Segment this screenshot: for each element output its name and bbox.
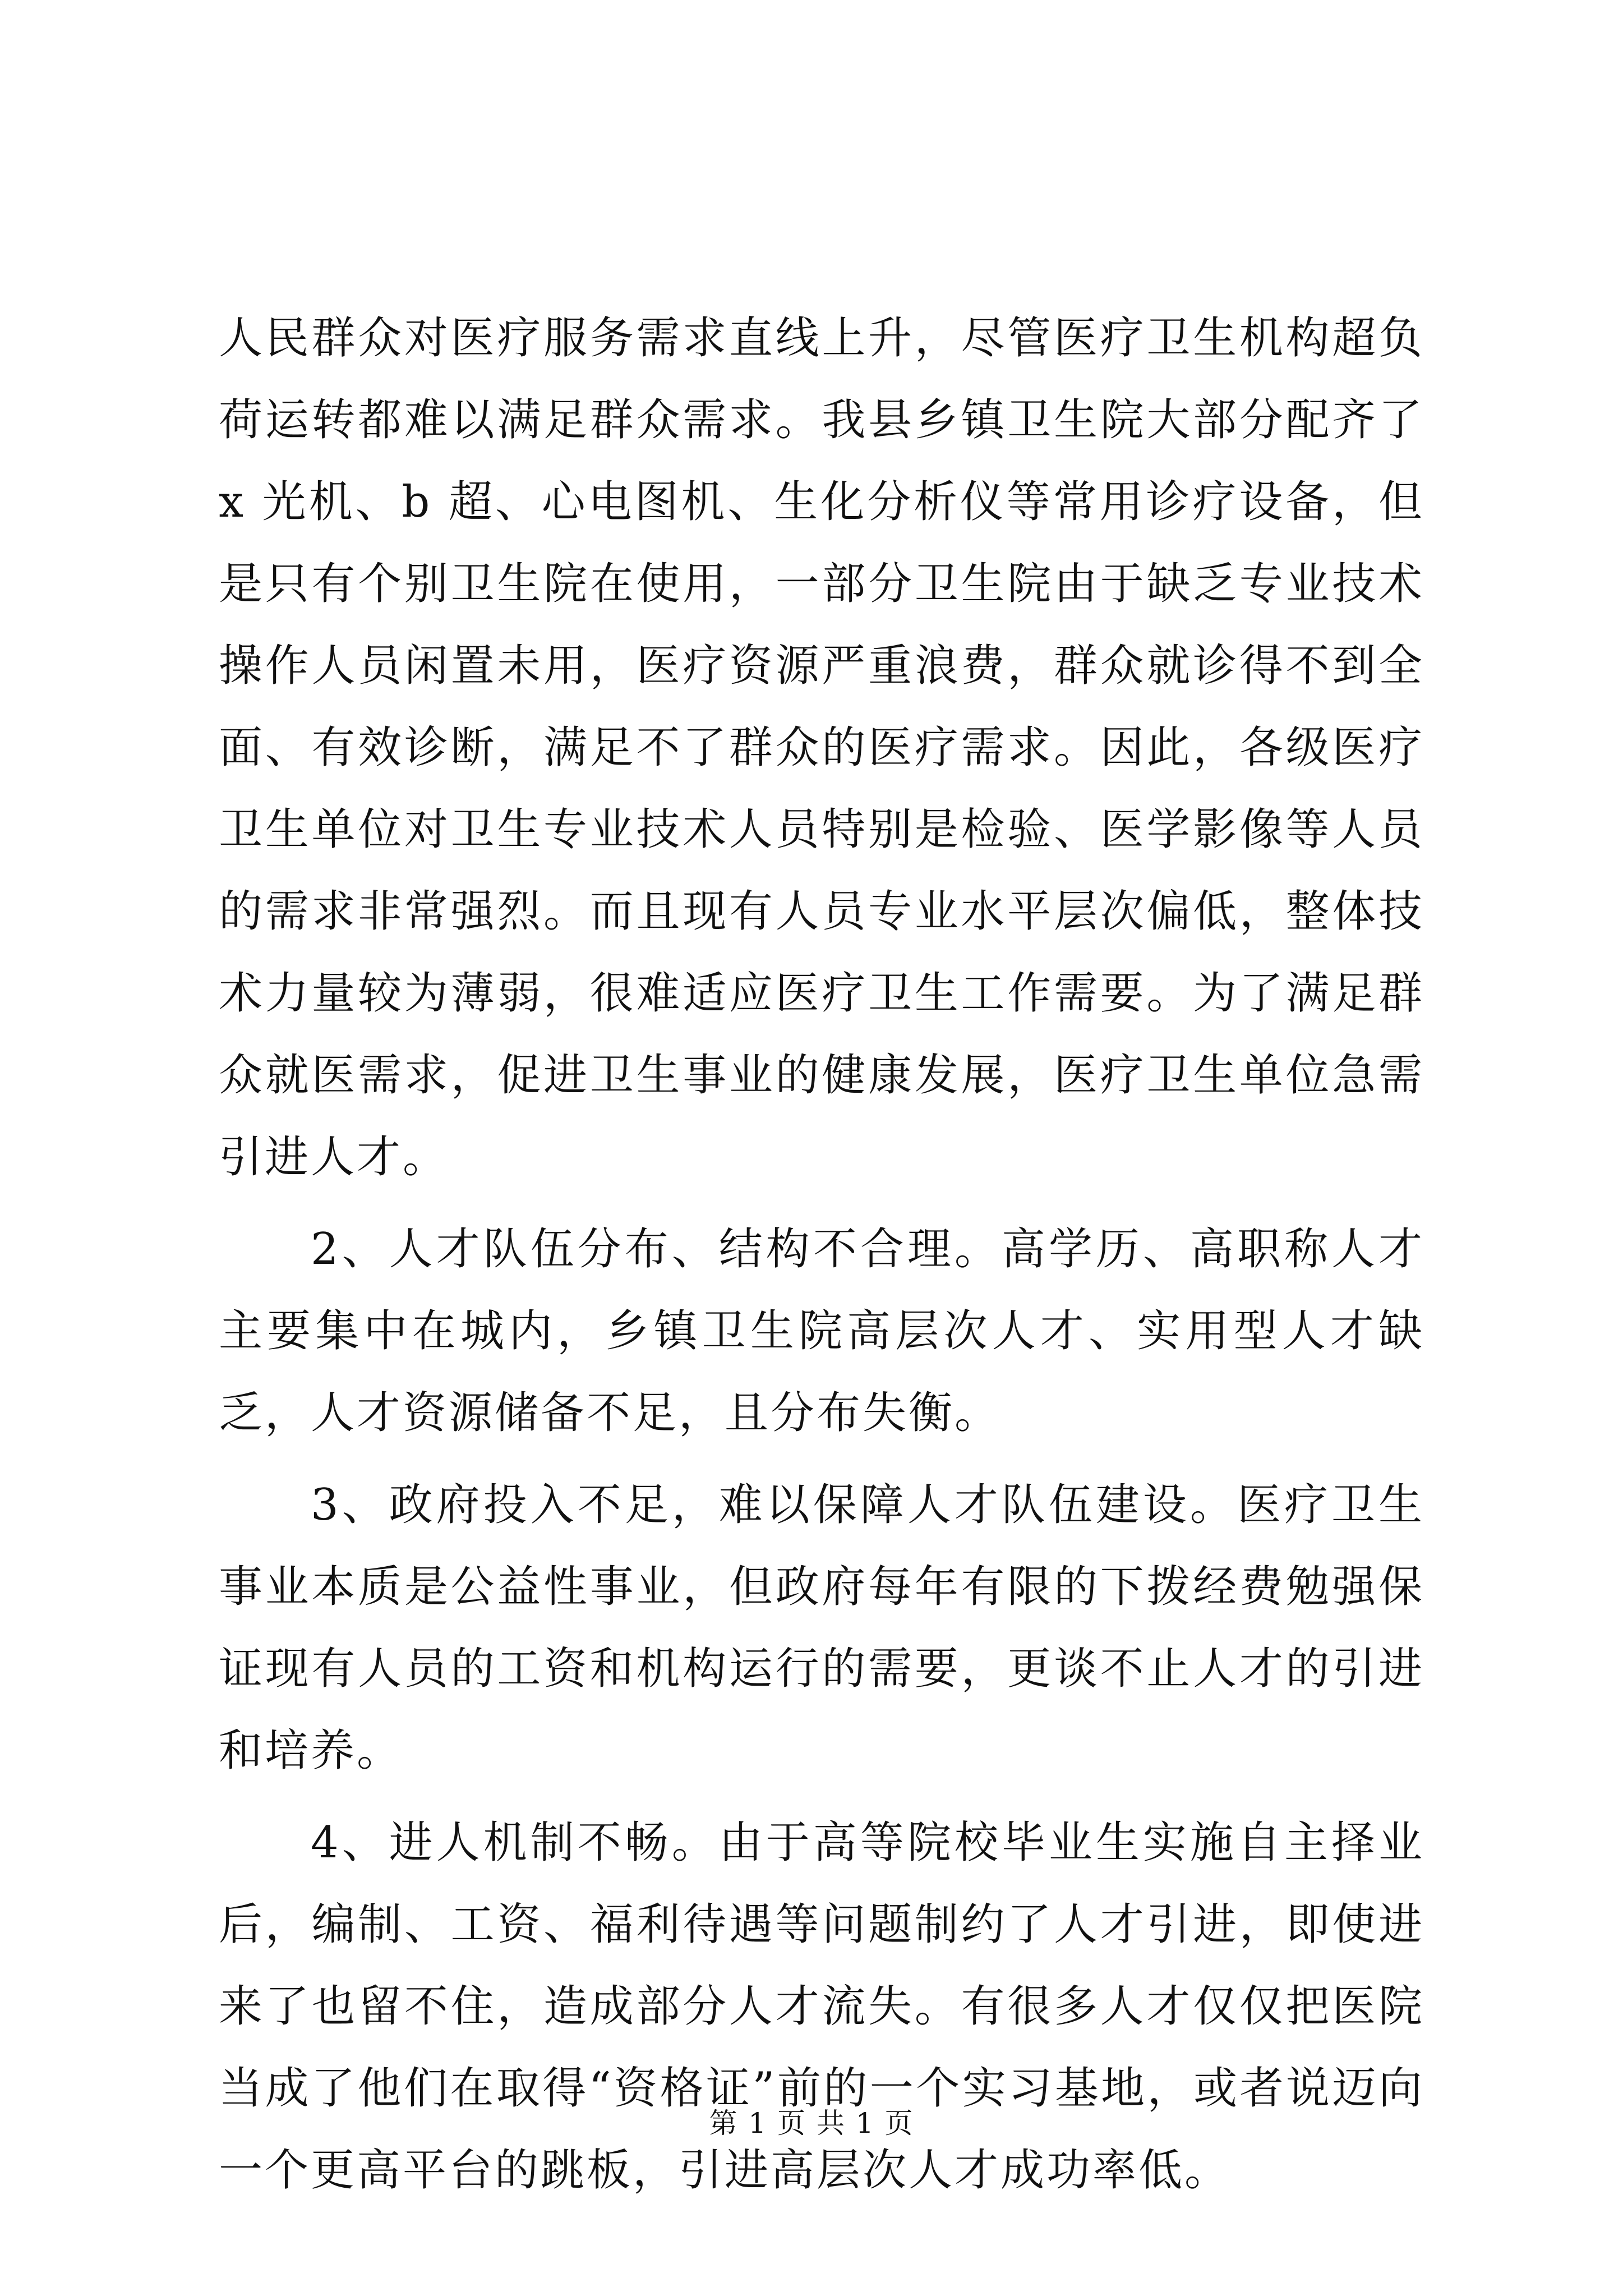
- paragraph-government-investment: 3、政府投入不足，难以保障人才队伍建设。医疗卫生事业本质是公益性事业，但政府每年有限的下拨经费勉强保证现有人员的工资和机构运行的需要，更谈不止人才的引进和培养。: [219, 1480, 1424, 1776]
- document-body: [219, 297, 1424, 2221]
- paragraph-recruitment-mechanism: 4、进人机制不畅。由于高等院校毕业生实施自主择业后，编制、工资、福利待遇等问题制约了人才引进，即使进来了也留不住，造成部分人才流失。有很多人才仅仅把医院当成了他们在取得“资格证”前的一个实习基地，或者说迈向一个更高平台的跳板，引进高层次人才成功率低。: [219, 1818, 1424, 2196]
- paragraph-continued-medical-demand: 人民群众对医疗服务需求直线上升，尽管医疗卫生机构超负荷运转都难以满足群众需求。我县乡镇卫生院大部分配齐了 x 光机、b 超、心电图机、生化分析仪等常用诊疗设备，但是只有个别卫生院在使用，一部分卫生院由于缺乏专业技术操作人员闲置未用，医疗资源严重浪费，群众就诊得不到全面、有效诊断，满足不了群众的医疗需求。因此，各级医疗卫生单位对卫生专业技术人员特别是检验、医学影像等人员的需求非常强烈。而且现有人员专业水平层次偏低，整体技术力量较为薄弱，很难适应医疗卫生工作需要。为了满足群众就医需求，促进卫生事业的健康发展，医疗卫生单位急需引进人才。: [219, 313, 1424, 1182]
- page-number-label: 第 1 页 共 1 页: [709, 2107, 914, 2139]
- page-footer: [0, 2104, 1623, 2143]
- paragraph-talent-distribution: 2、人才队伍分布、结构不合理。高学历、高职称人才主要集中在城内，乡镇卫生院高层次人才、实用型人才缺乏，人才资源储备不足，且分布失衡。: [219, 1224, 1424, 1438]
